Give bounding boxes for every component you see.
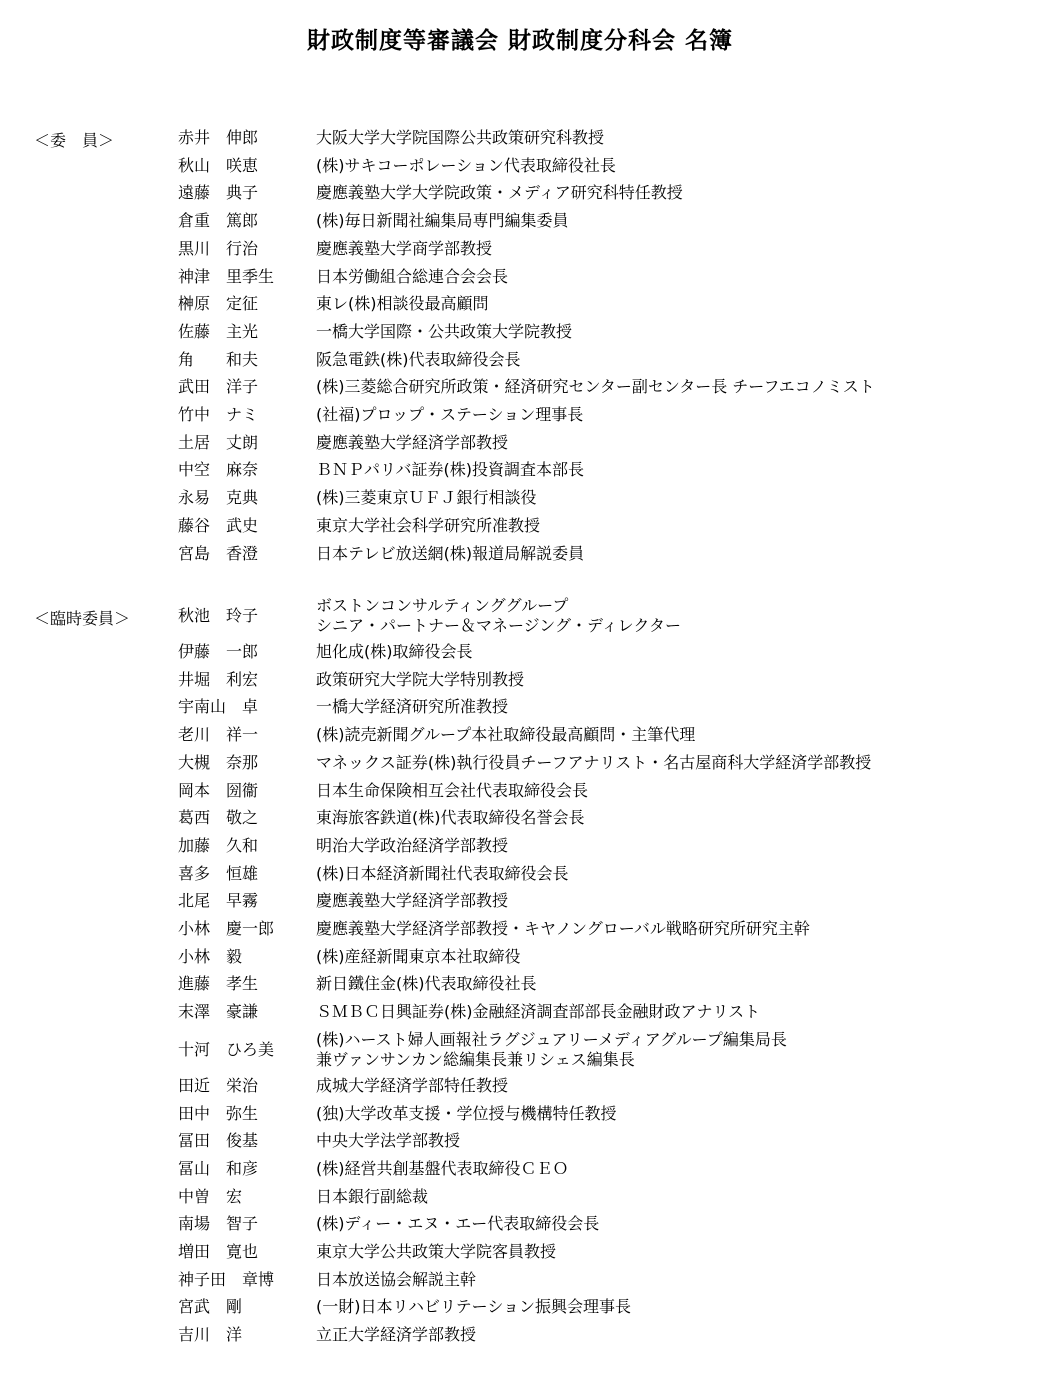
member-affiliation	[316, 294, 1026, 314]
affiliation-line: 政策研究大学院大学特別教授	[316, 669, 525, 689]
member-name: 末澤 豪謙	[178, 1002, 259, 1022]
member-affiliation	[316, 697, 1026, 717]
member-affiliation	[316, 642, 1026, 662]
member-affiliation	[316, 725, 1026, 745]
member-affiliation	[316, 544, 1026, 564]
member-affiliation	[316, 405, 1026, 425]
member-name: 老川 祥一	[178, 725, 259, 745]
page-title: 財政制度等審議会 財政制度分科会 名簿	[306, 28, 733, 54]
member-name: 井堀 利宏	[178, 669, 259, 689]
member-affiliation	[316, 974, 1026, 994]
member-affiliation	[316, 891, 1026, 911]
affiliation-line: 慶應義塾大学経済学部教授・キヤノングローバル戦略研究所研究主幹	[316, 919, 810, 938]
affiliation-line: (株)産経新聞東京本社取締役	[316, 946, 521, 966]
affiliation-line: 東レ(株)相談役最高顧問	[316, 294, 489, 314]
member-name: 小林 毅	[178, 946, 243, 966]
affiliation-line: 大阪大学大学院国際公共政策研究科教授	[316, 128, 605, 147]
member-name: 角 和夫	[178, 349, 259, 369]
affiliation-line: (一財)日本リハビリテーション振興会理事長	[316, 1297, 632, 1317]
member-affiliation	[316, 919, 1026, 939]
member-affiliation	[316, 596, 1026, 636]
member-name: 小林 慶一郎	[178, 919, 275, 938]
member-name: 宇南山 卓	[178, 697, 259, 717]
affiliation-line: 兼ヴァンサンカン総編集長兼リシェス編集長	[316, 1049, 635, 1069]
affiliation-line: (株)日本経済新聞社代表取締役会長	[316, 863, 569, 883]
member-affiliation	[316, 211, 1026, 231]
member-name: 増田 寛也	[178, 1242, 259, 1261]
affiliation-line: 一橋大学経済研究所准教授	[316, 697, 509, 717]
member-affiliation	[316, 183, 1026, 203]
member-affiliation	[316, 836, 1026, 856]
member-affiliation	[316, 808, 1026, 828]
member-affiliation	[316, 322, 1026, 342]
affiliation-line: (独)大学改革支援・学位授与機構特任教授	[316, 1103, 617, 1123]
member-name: 田中 弥生	[178, 1103, 259, 1123]
member-name: 神津 里季生	[178, 266, 275, 286]
member-name: 南場 智子	[178, 1214, 259, 1234]
member-name: 土居 丈朗	[178, 432, 259, 452]
member-affiliation	[316, 864, 1026, 884]
affiliation-line: 日本テレビ放送網(株)報道局解説委員	[316, 543, 585, 563]
affiliation-line: 慶應義塾大学経済学部教授	[316, 432, 509, 452]
affiliation-line: マネックス証券(株)執行役員チーフアナリスト・名古屋商科大学経済学部教授	[316, 752, 872, 772]
member-name: 宮武 剛	[178, 1297, 243, 1317]
affiliation-line: 東京大学社会科学研究所准教授	[316, 515, 541, 535]
member-affiliation	[316, 1325, 1026, 1345]
member-name: 葛西 敬之	[178, 808, 259, 828]
member-affiliation	[316, 781, 1026, 801]
affiliation-line: 東海旅客鉄道(株)代表取締役名誉会長	[316, 808, 585, 828]
member-affiliation	[316, 1076, 1026, 1096]
affiliation-line: シニア・パートナー＆マネージング・ディレクター	[316, 616, 682, 635]
member-name: 大槻 奈那	[178, 752, 259, 772]
affiliation-line: 阪急電鉄(株)代表取締役会長	[316, 349, 521, 369]
member-name: 秋池 玲子	[178, 606, 259, 625]
member-name: 榊原 定征	[178, 294, 259, 314]
affiliation-line: 慶應義塾大学経済学部教授	[316, 891, 509, 911]
affiliation-line: 明治大学政治経済学部教授	[316, 835, 509, 855]
member-name: 岡本 圀衞	[178, 780, 259, 800]
member-name: 中曽 宏	[178, 1186, 243, 1206]
member-affiliation	[316, 460, 1026, 480]
affiliation-line: 東京大学公共政策大学院客員教授	[316, 1242, 557, 1261]
member-affiliation	[316, 239, 1026, 259]
member-name: 吉川 洋	[178, 1325, 243, 1345]
affiliation-line: 日本銀行副総裁	[316, 1186, 429, 1206]
affiliation-line: 日本労働組合総連合会会長	[316, 266, 509, 286]
affiliation-line: 一橋大学国際・公共政策大学院教授	[316, 321, 573, 341]
member-name: 冨山 和彦	[178, 1158, 259, 1178]
member-name: 神子田 章博	[178, 1269, 275, 1289]
member-name: 北尾 早霧	[178, 891, 259, 911]
member-affiliation	[316, 670, 1026, 690]
member-name: 赤井 伸郎	[178, 128, 259, 147]
member-name: 中空 麻奈	[178, 460, 259, 480]
member-name: 黒川 行治	[178, 238, 259, 258]
affiliation-line: ボストンコンサルティンググループ	[316, 596, 569, 615]
member-affiliation	[316, 753, 1026, 773]
affiliation-line: ＢＮＰパリバ証券(株)投資調査本部長	[316, 460, 585, 480]
member-name: 倉重 篤郎	[178, 211, 259, 231]
member-affiliation	[316, 350, 1026, 370]
member-affiliation	[316, 1214, 1026, 1234]
member-name: 藤谷 武史	[178, 515, 259, 535]
member-affiliation	[316, 488, 1026, 508]
affiliation-line: ＳＭＢＣ日興証券(株)金融経済調査部部長金融財政アナリスト	[316, 1002, 761, 1022]
member-name: 田近 栄治	[178, 1075, 259, 1095]
member-affiliation	[316, 156, 1026, 176]
member-name: 喜多 恒雄	[178, 863, 259, 883]
affiliation-line: (株)三菱総合研究所政策・経済研究センター副センター長 チーフエコノミスト	[316, 377, 875, 397]
affiliation-line: 日本生命保険相互会社代表取締役会長	[316, 780, 589, 800]
member-name: 伊藤 一郎	[178, 642, 259, 661]
affiliation-line: (株)毎日新聞社編集局専門編集委員	[316, 211, 569, 231]
member-name: 遠藤 典子	[178, 183, 259, 203]
affiliation-line: (株)ハースト婦人画報社ラグジュアリーメディアグループ編集局長	[316, 1029, 787, 1049]
member-affiliation	[316, 1131, 1026, 1151]
member-name: 進藤 孝生	[178, 974, 259, 994]
member-affiliation	[316, 1104, 1026, 1124]
affiliation-line: 日本放送協会解説主幹	[316, 1269, 477, 1289]
member-name: 十河 ひろ美	[178, 1039, 275, 1059]
member-name: 冨田 俊基	[178, 1131, 259, 1151]
member-name: 加藤 久和	[178, 835, 259, 855]
member-name: 佐藤 主光	[178, 321, 259, 341]
affiliation-line: (株)経営共創基盤代表取締役ＣＥＯ	[316, 1158, 569, 1178]
affiliation-line: 成城大学経済学部特任教授	[316, 1075, 509, 1095]
member-affiliation	[316, 1002, 1026, 1022]
member-affiliation	[316, 433, 1026, 453]
section-label: ＜臨時委員＞	[34, 609, 131, 628]
affiliation-line: 慶應義塾大学大学院政策・メディア研究科特任教授	[316, 183, 683, 203]
member-affiliation	[316, 1187, 1026, 1207]
affiliation-line: 中央大学法学部教授	[316, 1131, 461, 1151]
member-affiliation	[316, 1159, 1026, 1179]
member-affiliation	[316, 1242, 1026, 1262]
member-affiliation	[316, 128, 1026, 148]
member-name: 秋山 咲恵	[178, 155, 259, 175]
member-affiliation	[316, 516, 1026, 536]
affiliation-line: 立正大学経済学部教授	[316, 1325, 477, 1345]
member-affiliation	[316, 1270, 1026, 1290]
member-affiliation	[316, 1030, 1026, 1070]
affiliation-line: 慶應義塾大学商学部教授	[316, 238, 493, 258]
affiliation-line: (株)ディー・エヌ・エー代表取締役会長	[316, 1214, 600, 1234]
member-name: 宮島 香澄	[178, 543, 259, 563]
section-label: ＜委 員＞	[34, 131, 115, 150]
member-affiliation	[316, 947, 1026, 967]
member-affiliation	[316, 267, 1026, 287]
affiliation-line: (株)サキコーポレーション代表取締役社長	[316, 155, 616, 175]
affiliation-line: (株)三菱東京ＵＦＪ銀行相談役	[316, 488, 537, 508]
affiliation-line: (社福)プロップ・ステーション理事長	[316, 405, 584, 424]
affiliation-line: 旭化成(株)取締役会長	[316, 642, 473, 661]
member-affiliation	[316, 377, 1026, 397]
member-name: 竹中 ナミ	[178, 405, 259, 424]
member-name: 武田 洋子	[178, 377, 259, 397]
affiliation-line: (株)読売新聞グループ本社取締役最高顧問・主筆代理	[316, 725, 696, 745]
member-affiliation	[316, 1297, 1026, 1317]
affiliation-line: 新日鐵住金(株)代表取締役社長	[316, 974, 537, 994]
member-name: 永易 克典	[178, 488, 259, 508]
